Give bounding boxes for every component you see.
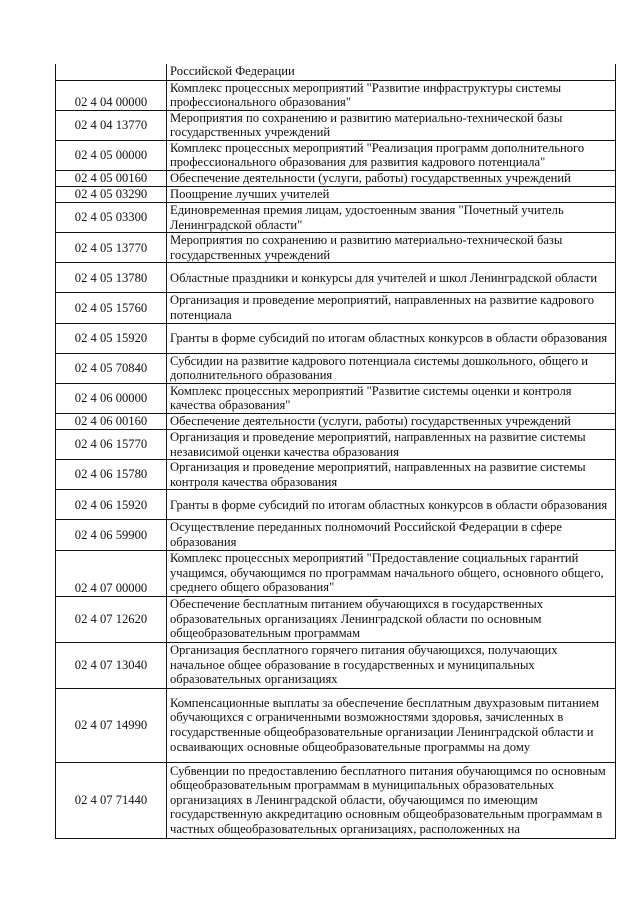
table-row [56,430,616,460]
table-row [56,550,616,596]
code-cell: 02 4 06 15780 [56,460,167,490]
table-body [56,64,616,838]
code-cell: 02 4 06 00000 [56,383,167,413]
code-cell: 02 4 06 59900 [56,520,167,550]
code-cell: 02 4 05 70840 [56,353,167,383]
table-row [56,80,616,110]
budget-classification-table [55,64,616,839]
code-cell: 02 4 07 12620 [56,596,167,642]
table-row [56,762,616,838]
name-cell: Комплекс процессных мероприятий "Предоставление социальных гарантий учащимся, обучающимся по программам начального общего, основного общего, среднего общего образования" [167,550,616,596]
name-cell: Мероприятия по сохранению и развитию материально-технической базы государственных учреждений [167,233,616,263]
code-cell: 02 4 07 13040 [56,642,167,688]
name-cell: Организация бесплатного горячего питания обучающихся, получающих начальное общее образование в государственных и муниципальных образовательных организациях [167,642,616,688]
code-cell: 02 4 05 15760 [56,293,167,323]
table-row [56,353,616,383]
table-row [56,293,616,323]
table-row [56,414,616,430]
name-cell: Областные праздники и конкурсы для учителей и школ Ленинградской области [167,263,616,293]
table-row [56,596,616,642]
table-row [56,171,616,187]
name-cell: Гранты в форме субсидий по итогам областных конкурсов в области образования [167,323,616,353]
table-row [56,490,616,520]
name-cell: Поощрение лучших учителей [167,187,616,203]
name-cell: Комплекс процессных мероприятий "Реализация программ дополнительного профессионального образования для развития кадрового потенциала" [167,140,616,170]
table-row [56,263,616,293]
table-row [56,642,616,688]
code-cell: 02 4 05 03290 [56,187,167,203]
code-cell: 02 4 05 15920 [56,323,167,353]
code-cell [56,64,167,80]
code-cell: 02 4 07 14990 [56,688,167,762]
name-cell: Комплекс процессных мероприятий "Развитие инфраструктуры системы профессионального образования" [167,80,616,110]
name-cell: Осуществление переданных полномочий Российской Федерации в сфере образования [167,520,616,550]
name-cell: Субсидии на развитие кадрового потенциала системы дошкольного, общего и дополнительного образования [167,353,616,383]
table-row [56,323,616,353]
code-cell: 02 4 07 71440 [56,762,167,838]
name-cell: Субвенции по предоставлению бесплатного питания обучающимся по основным общеобразовательным программам в муниципальных образовательных организациях в Ленинградской области, обучающимся по имеющим государственную аккредитацию основным общеобразовательным программам в частных общеобразовательных организациях, расположенных на [167,762,616,838]
code-cell: 02 4 06 15770 [56,430,167,460]
name-cell: Организация и проведение мероприятий, направленных на развитие системы контроля качества образования [167,460,616,490]
code-cell: 02 4 05 13780 [56,263,167,293]
name-cell: Обеспечение деятельности (услуги, работы) государственных учреждений [167,414,616,430]
table-row [56,110,616,140]
name-cell: Российской Федерации [167,64,616,80]
code-cell: 02 4 07 00000 [56,550,167,596]
table-row [56,64,616,80]
code-cell: 02 4 05 03300 [56,203,167,233]
table-row [56,383,616,413]
name-cell: Комплекс процессных мероприятий "Развитие системы оценки и контроля качества образования" [167,383,616,413]
table-row [56,688,616,762]
table-row [56,203,616,233]
table-row [56,460,616,490]
name-cell: Гранты в форме субсидий по итогам областных конкурсов в области образования [167,490,616,520]
code-cell: 02 4 05 00000 [56,140,167,170]
name-cell: Единовременная премия лицам, удостоенным звания "Почетный учитель Ленинградской области" [167,203,616,233]
code-cell: 02 4 05 13770 [56,233,167,263]
code-cell: 02 4 05 00160 [56,171,167,187]
name-cell: Организация и проведение мероприятий, направленных на развитие системы независимой оценки качества образования [167,430,616,460]
code-cell: 02 4 06 15920 [56,490,167,520]
name-cell: Компенсационные выплаты за обеспечение бесплатным двухразовым питанием обучающихся с ограниченными возможностями здоровья, зачисленных в государственные общеобразовательные организации Ленинградской области и осваивающих основные общеобразовательные программы на дому [167,688,616,762]
table-row [56,187,616,203]
table-row [56,233,616,263]
name-cell: Мероприятия по сохранению и развитию материально-технической базы государственных учреждений [167,110,616,140]
code-cell: 02 4 04 13770 [56,110,167,140]
code-cell: 02 4 06 00160 [56,414,167,430]
table-row [56,520,616,550]
table-row [56,140,616,170]
name-cell: Обеспечение бесплатным питанием обучающихся в государственных образовательных организациях Ленинградской области по основным общеобразовательным программам [167,596,616,642]
code-cell: 02 4 04 00000 [56,80,167,110]
name-cell: Обеспечение деятельности (услуги, работы) государственных учреждений [167,171,616,187]
name-cell: Организация и проведение мероприятий, направленных на развитие кадрового потенциала [167,293,616,323]
